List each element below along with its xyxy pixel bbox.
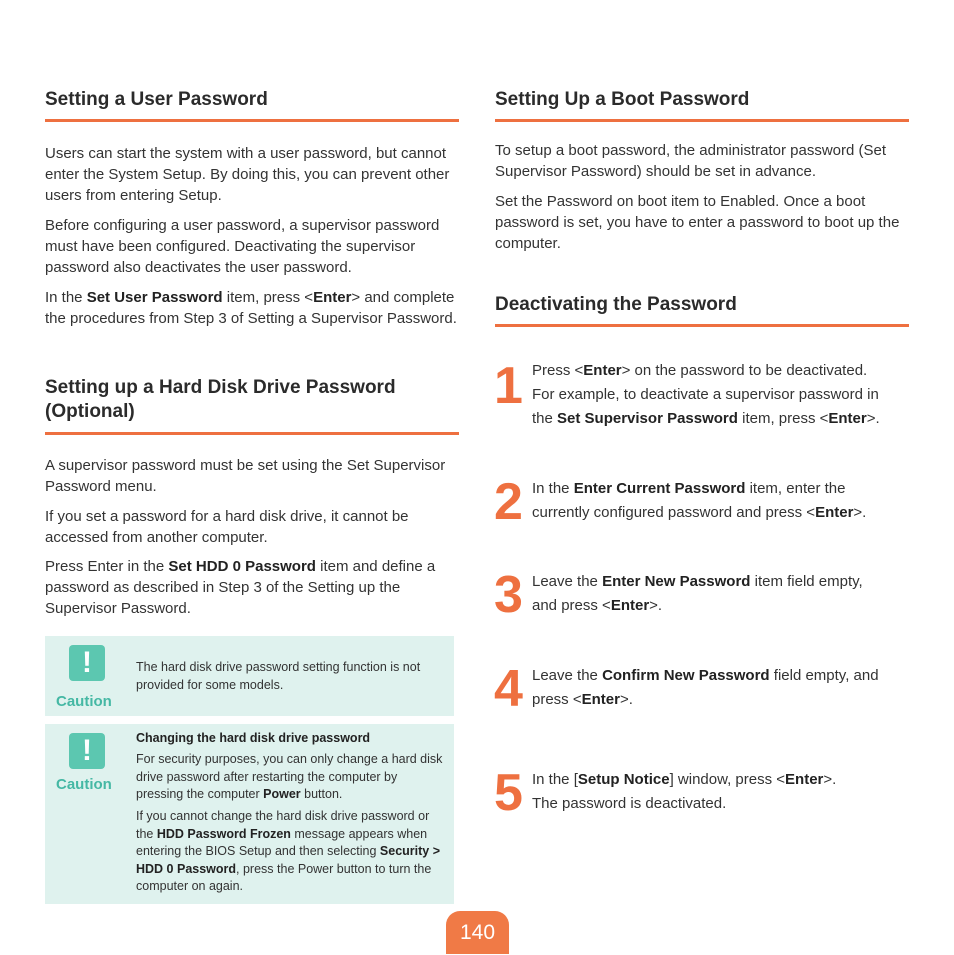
paragraph: A supervisor password must be set using the Set Supervisor Password menu. — [45, 457, 446, 495]
section-title: Setting a User Password — [45, 89, 268, 110]
caution-heading: Changing the hard disk drive password — [136, 731, 371, 745]
step-text: Press <Enter> on the password to be deactivated. For example, to deactivate a supervisor password in the Set Supervisor Password item, press <Enter>. — [532, 362, 880, 427]
page-number: 140 — [446, 911, 509, 954]
step-text: In the [Setup Notice] window, press <Enter>. The password is deactivated. — [532, 771, 837, 812]
step-number: 5 — [494, 764, 523, 822]
step-text: Leave the Confirm New Password field empty, and press <Enter>. — [532, 667, 879, 708]
paragraph: If you set a password for a hard disk drive, it cannot be accessed from another computer. — [45, 508, 409, 546]
paragraph: In the Set User Password item, press <Enter> and complete the procedures from Step 3 of Setting a Supervisor Password. — [45, 289, 457, 327]
step-number: 1 — [494, 357, 523, 415]
paragraph: Before configuring a user password, a supervisor password must have been configured. Deactivating the supervisor password also deactivates the user password. — [45, 217, 440, 276]
caution-label: Caution — [56, 776, 112, 793]
section-divider — [45, 119, 459, 122]
paragraph: Users can start the system with a user password, but cannot enter the System Setup. By doing this, you can prevent other users from entering Setup. — [45, 145, 450, 204]
caution-box — [45, 724, 454, 904]
exclamation-icon: ! — [69, 645, 105, 681]
step-number: 3 — [494, 566, 523, 624]
section-divider — [45, 432, 459, 435]
hdd-password-section — [45, 376, 459, 619]
paragraph: To setup a boot password, the administrator password (Set Supervisor Password) should be set in advance. — [495, 142, 887, 180]
exclamation-icon: ! — [69, 733, 105, 769]
step-number: 2 — [494, 473, 523, 531]
paragraph: Set the Password on boot item to Enabled. Once a boot password is set, you have to enter a password to boot up the computer. — [495, 193, 900, 252]
step-text: Leave the Enter New Password item field empty, and press <Enter>. — [532, 573, 863, 614]
section-title: Setting Up a Boot Password — [495, 89, 750, 110]
caution-label: Caution — [56, 693, 112, 710]
caution-text: If you cannot change the hard disk drive password or the HDD Password Frozen message appears when entering the BIOS Setup and then selecting Security > HDD 0 Password, press the Power button to turn the computer on again. — [136, 809, 441, 893]
step-text: In the Enter Current Password item, enter the currently configured password and press <Enter>. — [532, 480, 867, 521]
caution-text: The hard disk drive password setting function is not provided for some models. — [136, 660, 421, 692]
user-password-section — [45, 88, 459, 329]
section-divider — [495, 119, 909, 122]
deactivate-section — [495, 293, 909, 327]
section-title: Setting up a Hard Disk Drive Password (Optional) — [45, 377, 396, 422]
caution-text: For security purposes, you can only change a hard disk drive password after restarting the computer by pressing the computer Power button. — [136, 752, 443, 801]
boot-password-section — [495, 88, 909, 254]
section-title: Deactivating the Password — [495, 294, 737, 315]
caution-box — [45, 636, 454, 716]
section-divider — [495, 324, 909, 327]
step-number: 4 — [494, 660, 523, 718]
paragraph: Press Enter in the Set HDD 0 Password item and define a password as described in Step 3 of the Setting up the Supervisor Password. — [45, 558, 436, 617]
